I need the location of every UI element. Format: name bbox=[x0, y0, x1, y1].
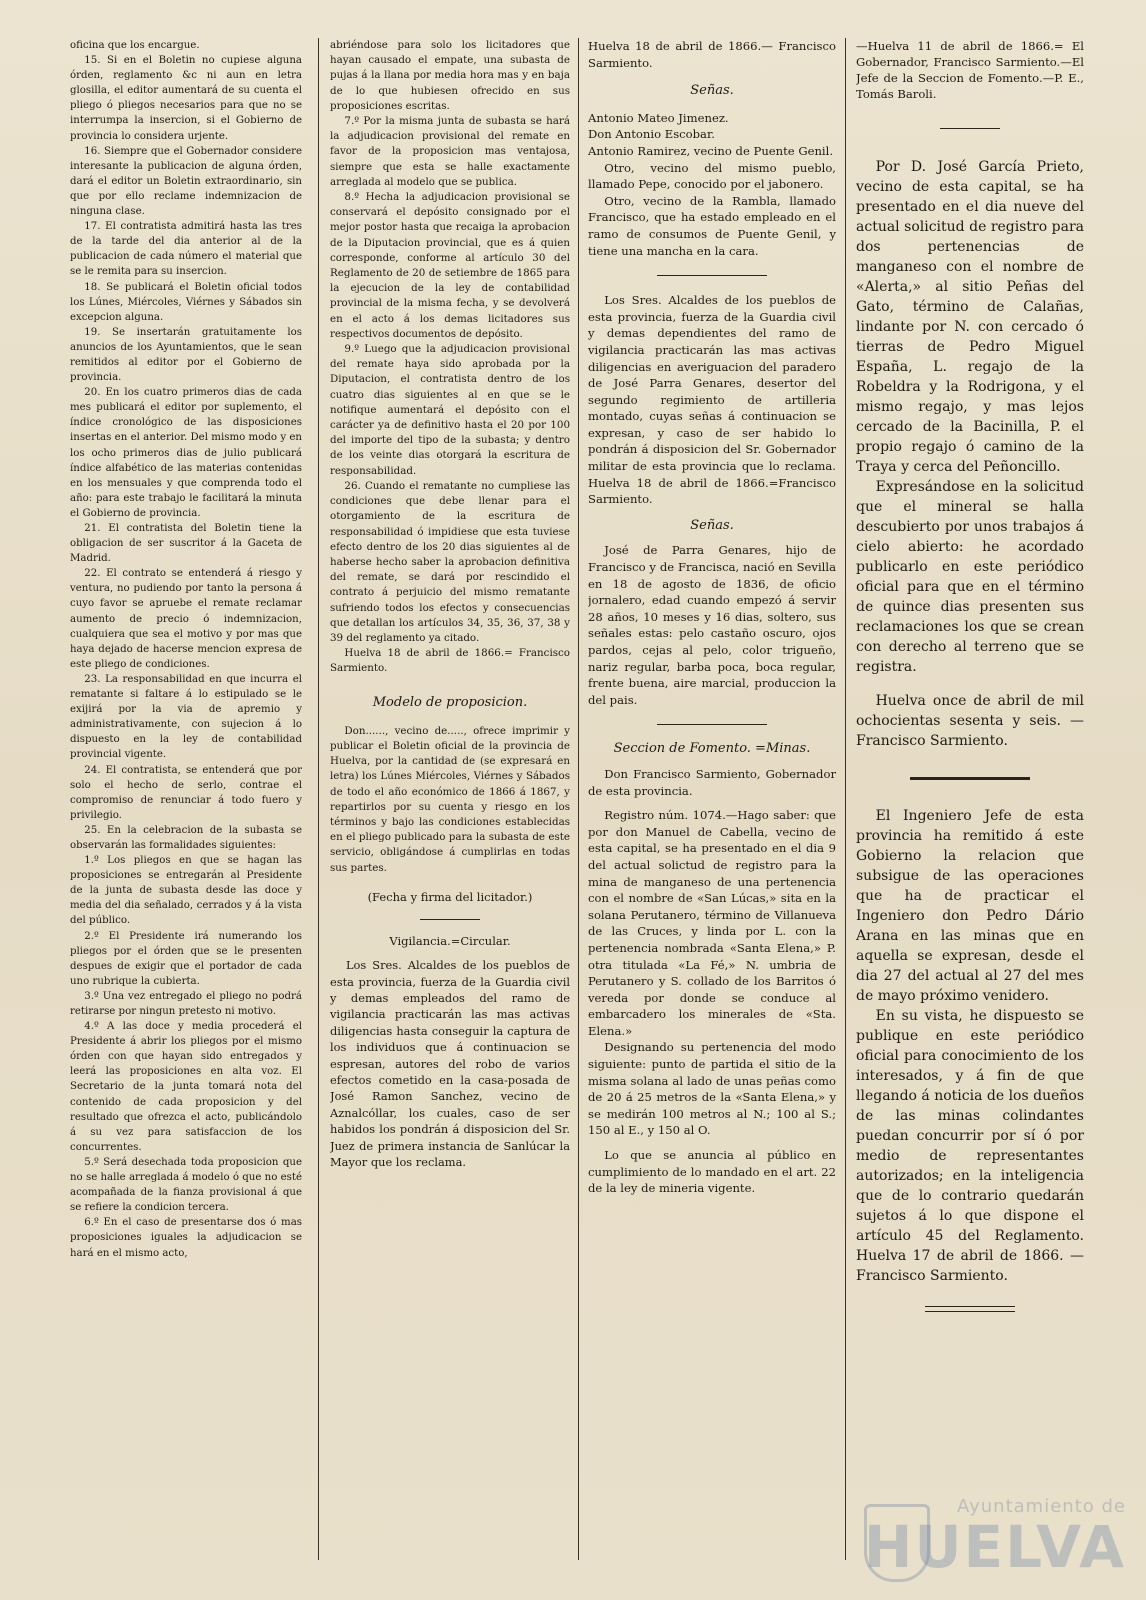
date-signature: Huelva 18 de abril de 1866.— Francisco Sarmiento. bbox=[588, 39, 836, 70]
paragraph: 6.º En el caso de presentarse dos ó mas proposiciones iguales la adjudicacion se hará en el mismo acto, bbox=[70, 1217, 302, 1259]
column-3 bbox=[588, 38, 836, 1590]
shield-icon bbox=[864, 1504, 930, 1582]
column-divider bbox=[578, 38, 579, 1560]
paragraph: Expresándose en la solicitud que el mineral se halla descubierto por unos trabajos á cielo abierto: he acordado publicarlo en este periódico oficial para que en el término de quince dias presenten sus reclamaciones los que se crean con derecho al terreno que se registra. bbox=[856, 479, 1084, 675]
watermark-small: Ayuntamiento de bbox=[957, 1496, 1126, 1517]
column-1 bbox=[70, 38, 302, 1590]
paragraph: 21. El contratista del Boletin tiene la obligacion de ser suscritor á la Gaceta de Madrid. bbox=[70, 523, 302, 565]
divider bbox=[657, 724, 767, 725]
paragraph: 4.º A las doce y media procederá el Presidente á abrir los pliegos por el mismo órden con que hayan sido entregados y leerá las proposiciones en alta voz. El Secretario de la junta tomará nota del contenido de cada proposicion y del resultado que ofrezca el acto, publicándolo á su vez para satisfaccion de los concurrentes. bbox=[70, 1021, 302, 1153]
column-divider bbox=[845, 38, 846, 1560]
paragraph: Los Sres. Alcaldes de los pueblos de esta provincia, fuerza de la Guardia civil y demas empleados del ramo de vigilancia practicarán las mas activas diligencias hasta conseguir la captura de los individuos que á continuacion se espresan, autores del robo de varios efectos cometido en la casa-posada de José Ramon Sanchez, vecino de Aznalcóllar, los cuales, caso de ser habidos los pondrán á disposicion del Sr. Juez de primera instancia de Sanlúcar la Mayor que los reclama. bbox=[330, 958, 570, 1170]
paragraph: El Ingeniero Jefe de esta provincia ha remitido á este Gobierno la relacion que subsigue de las operaciones que ha de practicar el Ingeniero don Pedro Dário Arana en las minas que en aquella se expresan, desde el dia 27 del actual al 27 del mes de mayo próximo venidero. bbox=[856, 808, 1084, 1004]
divider bbox=[420, 919, 480, 920]
paragraph: Otro, vecino de la Rambla, llamado Francisco, que ha estado empleado en el ramo de consumos de Puente Genil, y tiene una mancha en la cara. bbox=[588, 193, 836, 258]
signature-note: (Fecha y firma del licitador.) bbox=[367, 889, 533, 904]
paragraph: Por D. José García Prieto, vecino de esta capital, se ha presentado en el dia nueve del actual solicitud de registro para dos pertenencias de manganeso con el nombre de «Alerta,» al sitio Peñas del Gato, término de Calañas, lindante por N. con cercado ó tierras de Pedro Miguel España, L. regajo de la Robeldra y la Rodrigona, y el mismo regajo, y mas lejos cercado de la Bacinilla, P. el propio regajo ó camino de la Traya y cerca del Peñoncillo. bbox=[856, 159, 1084, 475]
paragraph: abriéndose para solo los licitadores que hayan causado el empate, una subasta de pujas á la llana por media hora mas y en baja de lo que hubiesen ofrecido en sus proposiciones escritas. bbox=[330, 39, 570, 112]
divider bbox=[657, 275, 767, 276]
paragraph: 1.º Los pliegos en que se hagan las proposiciones se entregarán al Presidente de la junta de subasta desde las doce y media del dia señalado, cerrados y á la vista del público. bbox=[70, 855, 302, 927]
divider bbox=[940, 128, 1000, 129]
date-signature: Huelva once de abril de mil ochocientas sesenta y seis. —Francisco Sarmiento. bbox=[856, 693, 1084, 749]
date-signature: —Huelva 11 de abril de 1866.= El Gobernador, Francisco Sarmiento.—El Jefe de la Seccion de Fomento.—P. E., Tomás Baroli. bbox=[856, 39, 1084, 101]
archive-watermark bbox=[826, 1496, 1126, 1586]
paragraph: 16. Siempre que el Gobernador considere interesante la publicacion de alguna órden, dará el editor un Boletin extraordinario, sin que por ello reclame indemnizacion de ninguna clase. bbox=[70, 145, 302, 218]
paragraph: Designando su pertenencia del modo siguiente: punto de partida el sitio de la misma solana al lado de unas peñas como de 20 á 25 metros de la «Santa Elena,» y se medirán 100 metros al N.; 100 al S.; 150 al E., y 150 al O. bbox=[588, 1040, 836, 1138]
paragraph: Don......, vecino de....., ofrece imprimir y publicar el Boletin oficial de la provincia de Huelva, por la cantidad de (se expresará en letra) los Lúnes Miércoles, Viérnes y Sábados de todo el año económico de 1866 á 1867, y repartirlos por su cuenta y riesgo en los términos y bajo las condiciones establecidas en el pliego publicado para la subasta de este servicio, obligándose á cumplirlas en todas sus partes. bbox=[330, 724, 570, 874]
paragraph: 18. Se publicará el Boletin oficial todos los Lúnes, Miércoles, Viérnes y Sábados sin excepcion alguna. bbox=[70, 281, 302, 323]
date-signature: Huelva 18 de abril de 1866.= Francisco Sarmiento. bbox=[330, 647, 570, 675]
paragraph: 3.º Una vez entregado el pliego no podrá retirarse por ningun pretesto ni motivo. bbox=[70, 990, 302, 1017]
paragraph: Los Sres. Alcaldes de los pueblos de esta provincia, fuerza de la Guardia civil y demas dependientes del ramo de vigilancia practicarán las mas activas diligencias en averiguacion del paradero de José Parra Genares, desertor del segundo regimiento de artilleria montado, cuyas señas á continuacion se expresan, y caso de ser habido lo pondrán á disposicion del Sr. Gobernador militar de esta provincia que lo reclama. Huelva 18 de abril de 1866.=Francisco Sarmiento. bbox=[588, 293, 836, 507]
paragraph: 8.º Hecha la adjudicacion provisional se conservará el depósito consignado por el mejor postor hasta que recaiga la aprobacion de la Diputacion provincial, que es á quien corresponde, conforme al artículo 30 del Reglamento de 20 de setiembre de 1865 para la ejecucion de la ley de contabilidad provincial de la misma fecha, y se devolverá en el acto á los demas licitadores sus respectivos documentos de depósito. bbox=[330, 191, 570, 340]
paragraph: Lo que se anuncia al público en cumplimiento de lo mandado en el art. 22 de la ley de mineria vigente. bbox=[588, 1148, 836, 1196]
paragraph: 23. La responsabilidad en que incurra el rematante si faltare á lo estipulado se le exijirá por la via de apremio y administrativamente, con sujecion á lo dispuesto en la ley de contabilidad provincial vigente. bbox=[70, 673, 302, 761]
paragraph: 19. Se insertarán gratuitamente los anuncios de los Ayuntamientos, que le sean remitidos al editor por el Gobierno de provincia. bbox=[70, 326, 302, 384]
divider bbox=[910, 777, 1030, 780]
paragraph: 5.º Será desechada toda proposicion que no se halle arreglada á modelo ó que no esté acompañada de la fianza provisional á que se refiere la condicion tercera. bbox=[70, 1156, 302, 1214]
paragraph: Antonio Ramirez, vecino de Puente Genil. bbox=[588, 143, 834, 158]
section-heading: Vigilancia.=Circular. bbox=[389, 933, 511, 948]
paragraph: 9.º Luego que la adjudicacion provisional del remate haya sido aprobada por la Diputacion, el contratista dentro de los cuatro dias siguientes al en que se le notifique aumentará el depósito con el carácter ya de definitivo hasta el 20 por 100 del importe del tipo de la subasta; y dentro de los veinte dias otorgará la escritura de responsabilidad. bbox=[330, 343, 570, 477]
column-2 bbox=[330, 38, 570, 1590]
paragraph: 22. El contrato se entenderá á riesgo y ventura, no pudiendo por tanto la persona á cuyo favor se apruebe el remate reclamar aumento de precio ó indemnizacion, cualquiera que sea el motivo y por mas que haya dejado de hacerse mencion expresa de este pliego de condiciones. bbox=[70, 568, 302, 670]
paragraph: 2.º El Presidente irá numerando los pliegos por el órden que se le presenten despues de exigir que el portador de cada uno rubrique la cubierta. bbox=[70, 930, 302, 987]
paragraph: Don Antonio Escobar. bbox=[588, 127, 715, 142]
paragraph: Don Francisco Sarmiento, Gobernador de esta provincia. bbox=[588, 766, 836, 798]
paragraph: 25. En la celebracion de la subasta se observarán las formalidades siguientes: bbox=[70, 824, 302, 851]
paragraph: 17. El contratista admitirá hasta las tres de la tarde del dia anterior al de la publicacion de cada número el material que se le remita para su insercion. bbox=[70, 221, 302, 278]
column-divider bbox=[318, 38, 319, 1560]
paragraph: 24. El contratista, se entenderá que por solo el hecho de serlo, contrae el compromiso de renunciar á todo fuero y privilegio. bbox=[70, 764, 302, 821]
section-heading: Modelo de proposicion. bbox=[372, 694, 528, 710]
paragraph: 15. Si en el Boletin no cupiese alguna órden, reglamento &c ni aun en letra glosilla, el editor aumentará de su cuenta el pliego ó pliegos necesarios para que no se interrumpa la insercion, si el Gobierno de provincia lo considera urjente. bbox=[70, 55, 302, 142]
paragraph: 7.º Por la misma junta de subasta se hará la adjudicacion provisional del remate en favor de la proposicion mas ventajosa, siempre que esta se halle exactamente arreglada al modelo que se publica. bbox=[330, 115, 570, 188]
section-heading: Señas. bbox=[690, 517, 734, 533]
column-4 bbox=[856, 38, 1084, 1590]
paragraph: José de Parra Genares, hijo de Francisco y de Francisca, nació en Sevilla en 18 de agosto de 1836, de oficio jornalero, edad cuando empezó á servir 28 años, 10 meses y 16 dias, soltero, sus señales estas: pelo castaño oscuro, ojos pardos, cejas al pelo, color trigueño, nariz regular, barba poca, boca regular, frente buena, aire marcial, produccion la del pais. bbox=[588, 543, 836, 707]
paragraph: 26. Cuando el rematante no cumpliese las condiciones que debe llenar para el otorgamiento de la escritura de responsabilidad ó impidiese que esta tuviese efecto dentro de los 20 dias siguientes al de haberse hecho saber la aprobacion definitiva del remate, se dará por rescindido el contrato á perjuicio del mismo rematante sufriendo todos los efectos y consecuencias que detallan los artículos 34, 35, 36, 37, 38 y 39 del reglamento ya citado. bbox=[330, 479, 570, 644]
paragraph: En su vista, he dispuesto se publique en este periódico oficial para conocimiento de los interesados, y á fin de que llegando á noticia de los dueños de las minas colindantes puedan concurrir por sí ó por medio de representantes autorizados; en la inteligencia que de lo contrario quedarán sujetos á lo que dispone el artículo 45 del Reglamento. Huelva 17 de abril de 1866. —Francisco Sarmiento. bbox=[856, 1008, 1084, 1284]
paragraph: oficina que los encargue. bbox=[70, 40, 200, 51]
paragraph: Otro, vecino del mismo pueblo, llamado Pepe, conocido por el jabonero. bbox=[588, 160, 836, 192]
paragraph: 20. En los cuatro primeros dias de cada mes publicará el editor por suplemento, el índice cronológico de las disposiciones insertas en el anterior. Del mismo modo y en los ocho primeros dias de julio publicará índice alfabético de las materias contenidas en los mensuales y que comprenda todo el año: para este trabajo le facilitará la minuta el Gobierno de provincia. bbox=[70, 387, 302, 519]
section-heading: Seccion de Fomento. =Minas. bbox=[613, 741, 811, 757]
paragraph: Antonio Mateo Jimenez. bbox=[588, 110, 729, 125]
ornament-divider bbox=[925, 1306, 1015, 1312]
watermark-big: HUELVA bbox=[863, 1513, 1126, 1581]
paragraph: Registro núm. 1074.—Hago saber: que por don Manuel de Cabella, vecino de esta capital, se ha presentado en el dia 9 del actual solictud de registro para la mina de manganeso de una pertenencia con el nombre de «San Lúcas,» sita en la solana Perutanero, término de Villanueva de las Cruces, y linda por L. con la pertenencia nombrada «Santa Elena,» P. otra titulada «La Fé,» N. umbria de Perutanero y S. collado de los Barritos ó vereda por donde se conduce al embarcadero los minerales de «Sta. Elena.» bbox=[588, 808, 836, 1038]
section-heading: Señas. bbox=[690, 83, 734, 99]
